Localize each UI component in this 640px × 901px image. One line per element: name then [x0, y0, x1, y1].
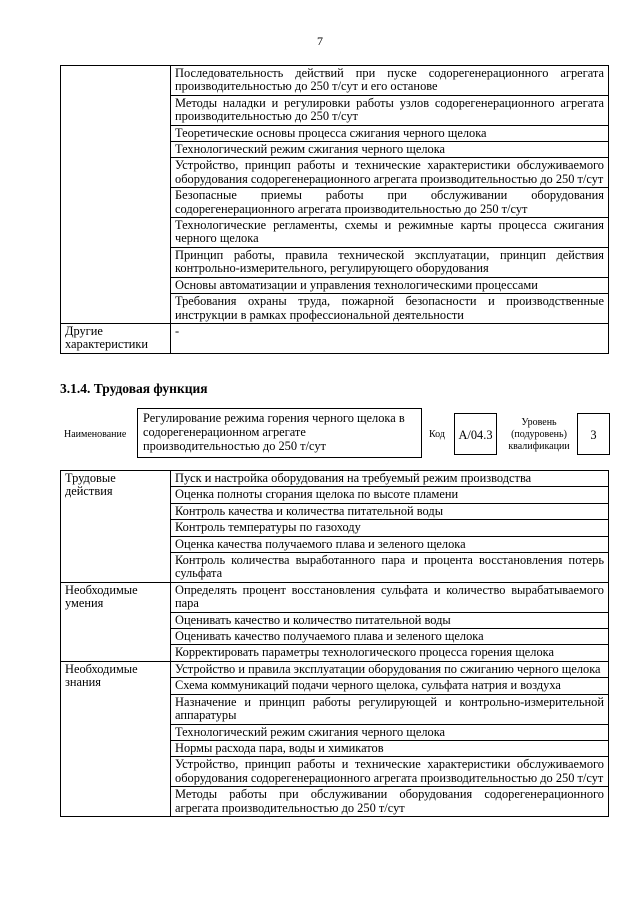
table-cell: Безопасные приемы работы при обслуживании оборудования содорегенерационного агрегата производительностью до 250 т/сут	[171, 188, 609, 218]
table-cell: Контроль температуры по газоходу	[171, 520, 609, 536]
table-row	[61, 471, 609, 487]
table-cell: Устройство, принцип работы и технические характеристики обслуживаемого оборудования содорегенерационного агрегата производительностью до 250 т/сут	[171, 158, 609, 188]
section-heading: 3.1.4. Трудовая функция	[60, 381, 208, 396]
table-cell: Нормы расхода пара, воды и химикатов	[171, 740, 609, 756]
other-characteristics-value: -	[171, 323, 609, 353]
name-label: Наименование	[64, 429, 127, 440]
table-cell: Последовательность действий при пуске содорегенерационного агрегата производительностью до 250 т/сут и его останове	[171, 66, 609, 96]
table-cell: Оценивать качество и количество питательной воды	[171, 612, 609, 628]
table-cell: Оценивать качество получаемого плава и зеленого щелока	[171, 629, 609, 645]
table-row	[61, 582, 609, 612]
function-code-box: А/04.3	[454, 413, 497, 455]
table-cell: Схема коммуникаций подачи черного щелока, сульфата натрия и воздуха	[171, 678, 609, 694]
table-cell: Определять процент восстановления сульфата и количество вырабатываемого пара	[171, 582, 609, 612]
table-cell: Оценка полноты сгорания щелока по высоте пламени	[171, 487, 609, 503]
table-cell: Оценка качества получаемого плава и зеленого щелока	[171, 536, 609, 552]
table-cell: Методы работы при обслуживании оборудования содорегенерационного агрегата производительностью до 250 т/сут	[171, 787, 609, 817]
qualification-level-label: Уровень (подуровень) квалификации	[508, 417, 570, 452]
code-label: Код	[429, 429, 445, 440]
table-cell: Технологический режим сжигания черного щелока	[171, 142, 609, 158]
knowledge-table-continued	[60, 65, 609, 354]
table-row	[61, 66, 609, 96]
table-cell: Устройство и правила эксплуатации оборудования по сжиганию черного щелока	[171, 661, 609, 677]
table-cell: Технологический режим сжигания черного щелока	[171, 724, 609, 740]
table-cell: Устройство, принцип работы и технические характеристики обслуживаемого оборудования содорегенерационного агрегата производительностью до 250 т/сут	[171, 757, 609, 787]
table-cell: Требования охраны труда, пожарной безопасности и производственные инструкции в рамках профессиональной деятельности	[171, 294, 609, 324]
page-number: 7	[317, 34, 323, 48]
table-cell: Принцип работы, правила технической эксплуатации, принцип действия контрольно-измерительного, регулирующего оборудования	[171, 247, 609, 277]
labor-function-table	[60, 470, 609, 817]
table-cell: Контроль количества выработанного пара и процента восстановления потерь сульфата	[171, 553, 609, 583]
labor-actions-label: Трудовые действия	[61, 471, 171, 583]
function-name-box: Регулирование режима горения черного щелока в содорегенерационном агрегате производительностью до 250 т/сут	[137, 408, 422, 458]
table-cell: Корректировать параметры технологического процесса горения щелока	[171, 645, 609, 661]
empty-label-cell	[61, 66, 171, 324]
required-skills-label: Необходимые умения	[61, 582, 171, 661]
table-row	[61, 323, 609, 353]
qualification-level-box: 3	[577, 413, 610, 455]
table-cell: Основы автоматизации и управления технологическими процессами	[171, 277, 609, 293]
other-characteristics-label: Другие характеристики	[61, 323, 171, 353]
table-cell: Методы наладки и регулировки работы узлов содорегенерационного агрегата производительностью до 250 т/сут	[171, 95, 609, 125]
table-cell: Контроль качества и количества питательной воды	[171, 503, 609, 519]
table-cell: Теоретические основы процесса сжигания черного щелока	[171, 125, 609, 141]
required-knowledge-label: Необходимые знания	[61, 661, 171, 816]
table-cell: Пуск и настройка оборудования на требуемый режим производства	[171, 471, 609, 487]
table-cell: Назначение и принцип работы регулирующей и контрольно-измерительной аппаратуры	[171, 694, 609, 724]
table-cell: Технологические регламенты, схемы и режимные карты процесса сжигания черного щелока	[171, 218, 609, 248]
table-row	[61, 661, 609, 677]
